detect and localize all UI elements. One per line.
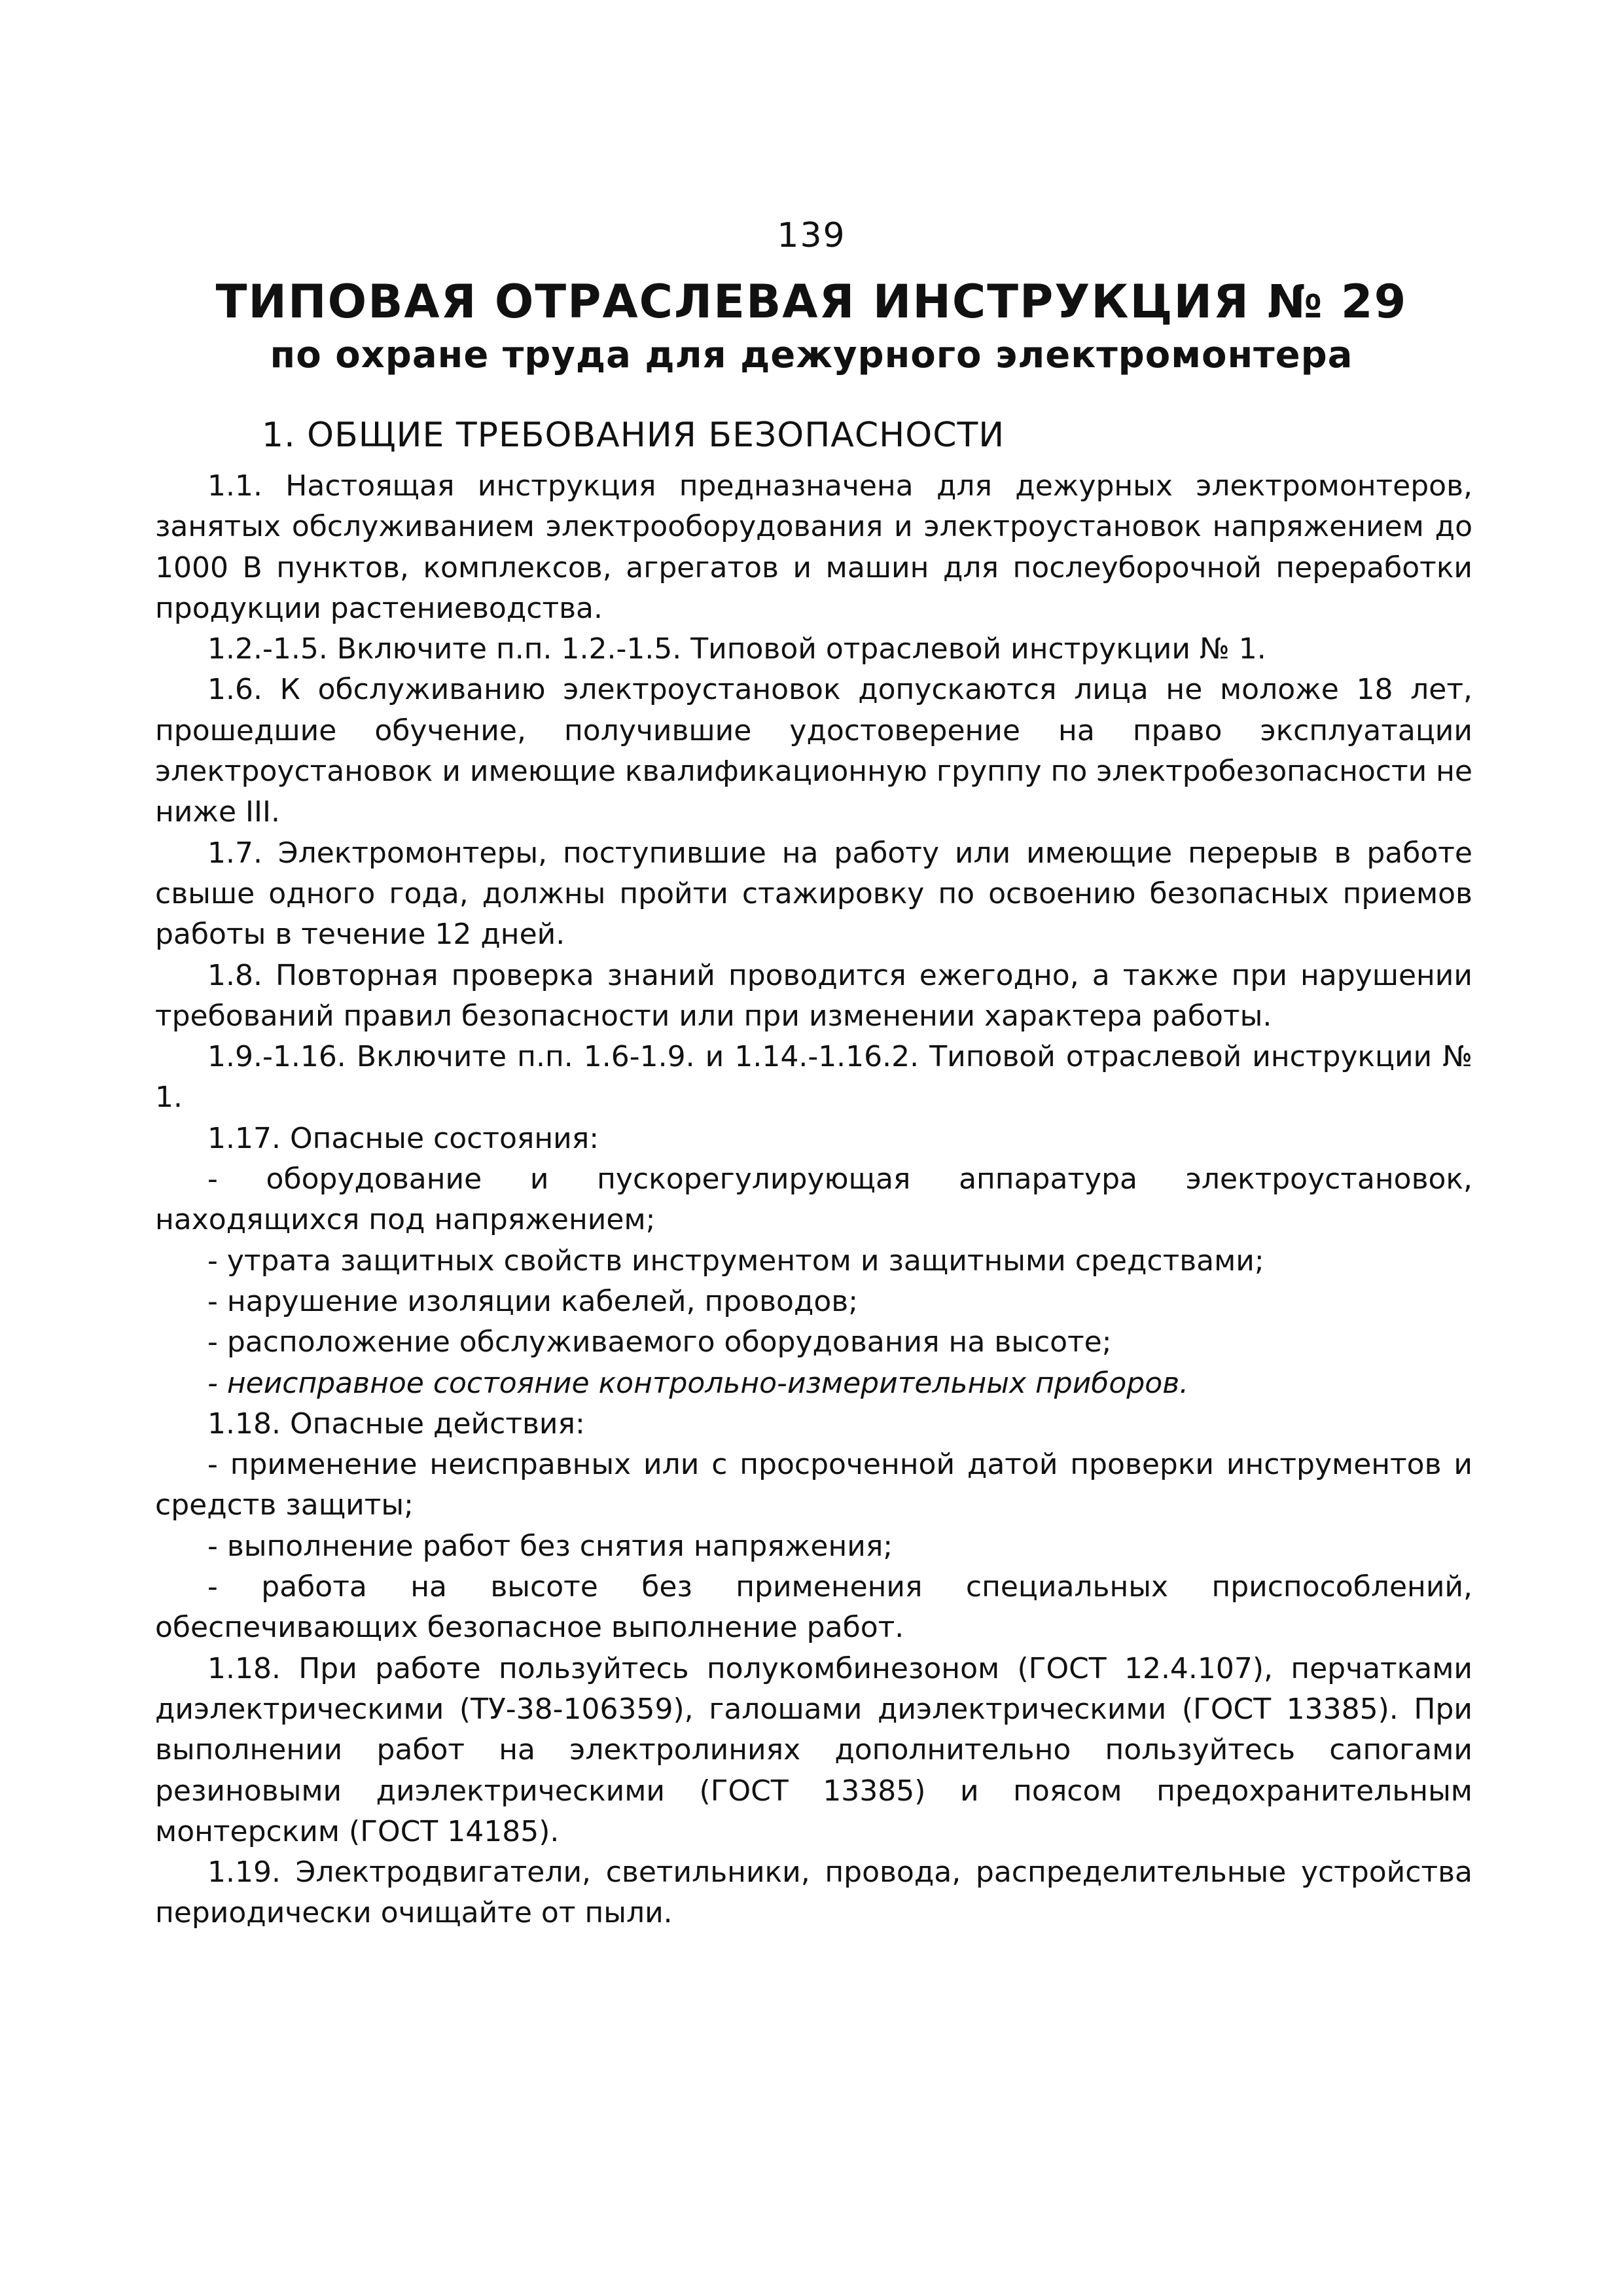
paragraph-1-2-1-5: 1.2.-1.5. Включите п.п. 1.2.-1.5. Типовой отраслевой инструкции № 1.	[207, 632, 1266, 666]
list-item: - работа на высоте без применения специальных приспособлений, обеспечивающих безопасное выполнение работ.	[155, 1570, 1472, 1645]
paragraph-1-8: 1.8. Повторная проверка знаний проводится ежегодно, а также при нарушении требований правил безопасности или при изменении характера работы.	[155, 958, 1472, 1033]
list-item: - выполнение работ без снятия напряжения;	[207, 1529, 893, 1563]
list-item: - расположение обслуживаемого оборудования на высоте;	[207, 1325, 1112, 1359]
paragraph-1-18-heading: 1.18. Опасные действия:	[207, 1407, 585, 1441]
paragraph-1-18-ppe: 1.18. При работе пользуйтесь полукомбинезоном (ГОСТ 12.4.107), перчатками диэлектрическими (ТУ-38-106359), галошами диэлектрическими (ГОСТ 13385). При выполнении работ на электролиниях дополнительно пользуйтесь сапогами резиновыми диэлектрическими (ГОСТ 13385) и поясом предохранительным монтерским (ГОСТ 14185).	[155, 1651, 1472, 1848]
paragraph-1-6: 1.6. К обслуживанию электроустановок допускаются лица не моложе 18 лет, прошедшие обучение, получившие удостоверение на право эксплуатации электроустановок и имеющие квалификационную группу по электробезопасности не ниже III.	[155, 673, 1472, 829]
section-heading: 1. ОБЩИЕ ТРЕБОВАНИЯ БЕЗОПАСНОСТИ	[262, 416, 1005, 455]
list-item: - применение неисправных или с просроченной датой проверки инструментов и средств защиты;	[155, 1448, 1472, 1522]
document-subtitle: по охране труда для дежурного электромонтера	[270, 334, 1353, 376]
page-number: 139	[777, 216, 846, 255]
document-title: ТИПОВАЯ ОТРАСЛЕВАЯ ИНСТРУКЦИЯ № 29	[215, 275, 1408, 329]
list-item: - оборудование и пускорегулирующая аппаратура электроустановок, находящихся под напряжением;	[155, 1162, 1472, 1237]
list-item: - неисправное состояние контрольно-измерительных приборов.	[207, 1366, 1189, 1400]
list-item: - утрата защитных свойств инструментом и защитными средствами;	[207, 1244, 1264, 1278]
paragraph-1-1: 1.1. Настоящая инструкция предназначена для дежурных электромонтеров, занятых обслуживанием электрооборудования и электроустановок напряжением до 1000 В пунктов, комплексов, агрегатов и машин для послеуборочной переработки продукции растениеводства.	[155, 469, 1472, 625]
paragraph-1-19: 1.19. Электродвигатели, светильники, провода, распределительные устройства периодически очищайте от пыли.	[155, 1856, 1472, 1930]
document-body	[155, 466, 1472, 1934]
list-item: - нарушение изоляции кабелей, проводов;	[207, 1284, 859, 1318]
paragraph-1-17-heading: 1.17. Опасные состояния:	[207, 1121, 599, 1155]
paragraph-1-7: 1.7. Электромонтеры, поступившие на работу или имеющие перерыв в работе свыше одного года, должны пройти стажировку по освоению безопасных приемов работы в течение 12 дней.	[155, 836, 1472, 952]
paragraph-1-9-1-16: 1.9.-1.16. Включите п.п. 1.6-1.9. и 1.14.-1.16.2. Типовой отраслевой инструкции № 1.	[155, 1040, 1472, 1115]
